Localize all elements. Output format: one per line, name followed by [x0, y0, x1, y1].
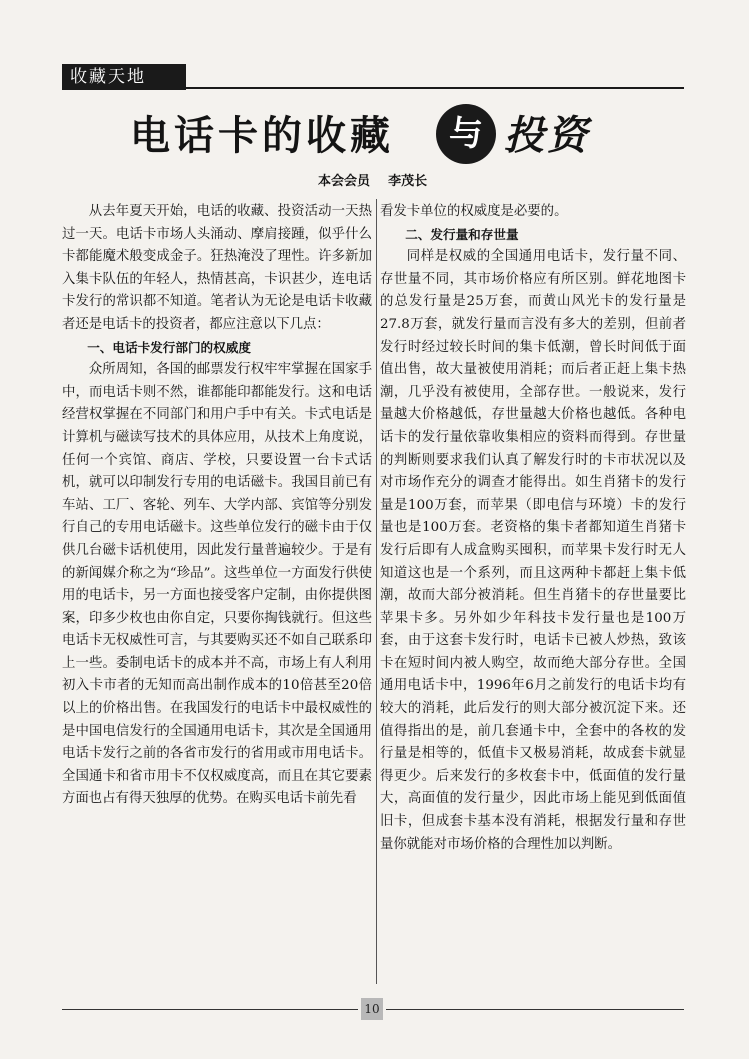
section-heading: 二、发行量和存世量 — [405, 226, 519, 242]
paragraph: 看发卡单位的权威度是必要的。 — [380, 204, 568, 219]
page-number: 10 — [361, 998, 383, 1020]
section-heading: 一、电话卡发行部门的权威度 — [87, 339, 251, 355]
title-main: 电话卡的收藏 — [130, 113, 394, 159]
left-column — [62, 201, 372, 811]
paragraph: 众所周知，各国的邮票发行权牢牢掌握在国家手中，而电话卡则不然，谁都能印都能发行。这和电话经营权掌握在不同部门和用户手中有关。卡式电话是计算机与磁读写技术的具体应用，从技术上角度说，任何一个宾馆、商店、学校，只要设置一台卡式话机，就可以印制发行专用的电话磁卡。我国目前已有车站、工厂、客轮、列车、大学内部、宾馆等分别发行自己的专用电话磁卡。这些单位发行的磁卡由于仅供几台磁卡话机使用，因此发行量普遍较少。于是有的新闻媒介称之为“珍品”。这些单位一方面发行供使用的电话卡，另一方面也接受客户定制，由你提供图案，印多少枚也由你自定，只要你掏钱就行。但这些电话卡无权威性可言，与其要购买还不如自己联系印上一些。委制电话卡的成本并不高，市场上有人利用初入卡市者的无知而高出制作成本的10倍甚至20倍以上的价格出售。在我国发行的电话卡中最权威性的是中国电信发行的全国通用电话卡，其次是全国通用电话卡发行之前的各省市发行的省用或市用电话卡。全国通卡和省市用卡不仅权威度高，而且在其它要素方面也占有得天独厚的优势。在购买电话卡前先看 — [62, 362, 372, 807]
section-label: 收藏天地 — [70, 67, 146, 87]
author-name: 李茂长 — [388, 174, 428, 189]
right-column — [380, 201, 686, 856]
byline — [318, 172, 427, 192]
footer-rule-left — [62, 1009, 358, 1010]
paragraph: 同样是权威的全国通用电话卡，发行量不同、存世量不同，其市场价格应有所区别。鲜花地图卡的总发行量是25万套，而黄山风光卡的发行量是27.8万套，就发行量而言没有多大的差别，但前者发行时经过较长时间的集卡低潮，曾长时间低于面值出售，故大量被使用消耗；而后者正赶上集卡热潮，几乎没有被使用，全部存世。一般说来，发行量越大价格越低，存世量越大价格也越低。各种电话卡的发行量依靠收集相应的资料而得到。存世量的判断则要求我们认真了解发行时的卡市状况以及对市场作充分的调查才能得出。如生肖猪卡的发行量是100万套，而苹果（即电信与环境）卡的发行量也是100万套。老资格的集卡者都知道生肖猪卡发行后即有人成盒购买囤积，而苹果卡发行时无人知道这也是一个系列，而且这两种卡都赶上集卡低潮，故而大部分被消耗。但生肖猪卡的存世量要比苹果卡多。另外如少年科技卡发行量也是100万套，由于这套卡发行时，电话卡已被人炒热，致该卡在短时间内被人购空，故而绝大部分存世。全国通用电话卡中，1996年6月之前发行的电话卡均有较大的消耗，此后发行的则大部分被沉淀下来。还值得指出的是，前几套通卡中，全套中的各枚的发行量是相等的，低值卡又极易消耗，故成套卡就显得更少。后来发行的多枚套卡中，低面值的发行量大，高面值的发行量少，因此市场上能见到低面值旧卡，但成套卡基本没有消耗，根据发行量和存世量你就能对市场价格的合理性加以判断。 — [380, 249, 686, 852]
footer-rule-right — [386, 1009, 684, 1010]
title-connector-badge: 与 — [436, 104, 496, 164]
header-rule — [186, 87, 684, 89]
paragraph: 从去年夏天开始，电话的收藏、投资活动一天热过一天。电话卡市场人头涌动、摩肩接踵，似乎什么卡都能魔术般变成金子。狂热淹没了理性。许多新加入集卡队伍的年轻人，热情甚高，卡识甚少，连电话卡发行的常识都不知道。笔者认为无论是电话卡收藏者还是电话卡的投资者，都应注意以下几点： — [62, 204, 372, 332]
column-divider — [376, 199, 377, 984]
title-tail: 投资 — [504, 113, 590, 159]
author-role: 本会会员 — [318, 174, 371, 189]
article-title — [130, 104, 620, 168]
